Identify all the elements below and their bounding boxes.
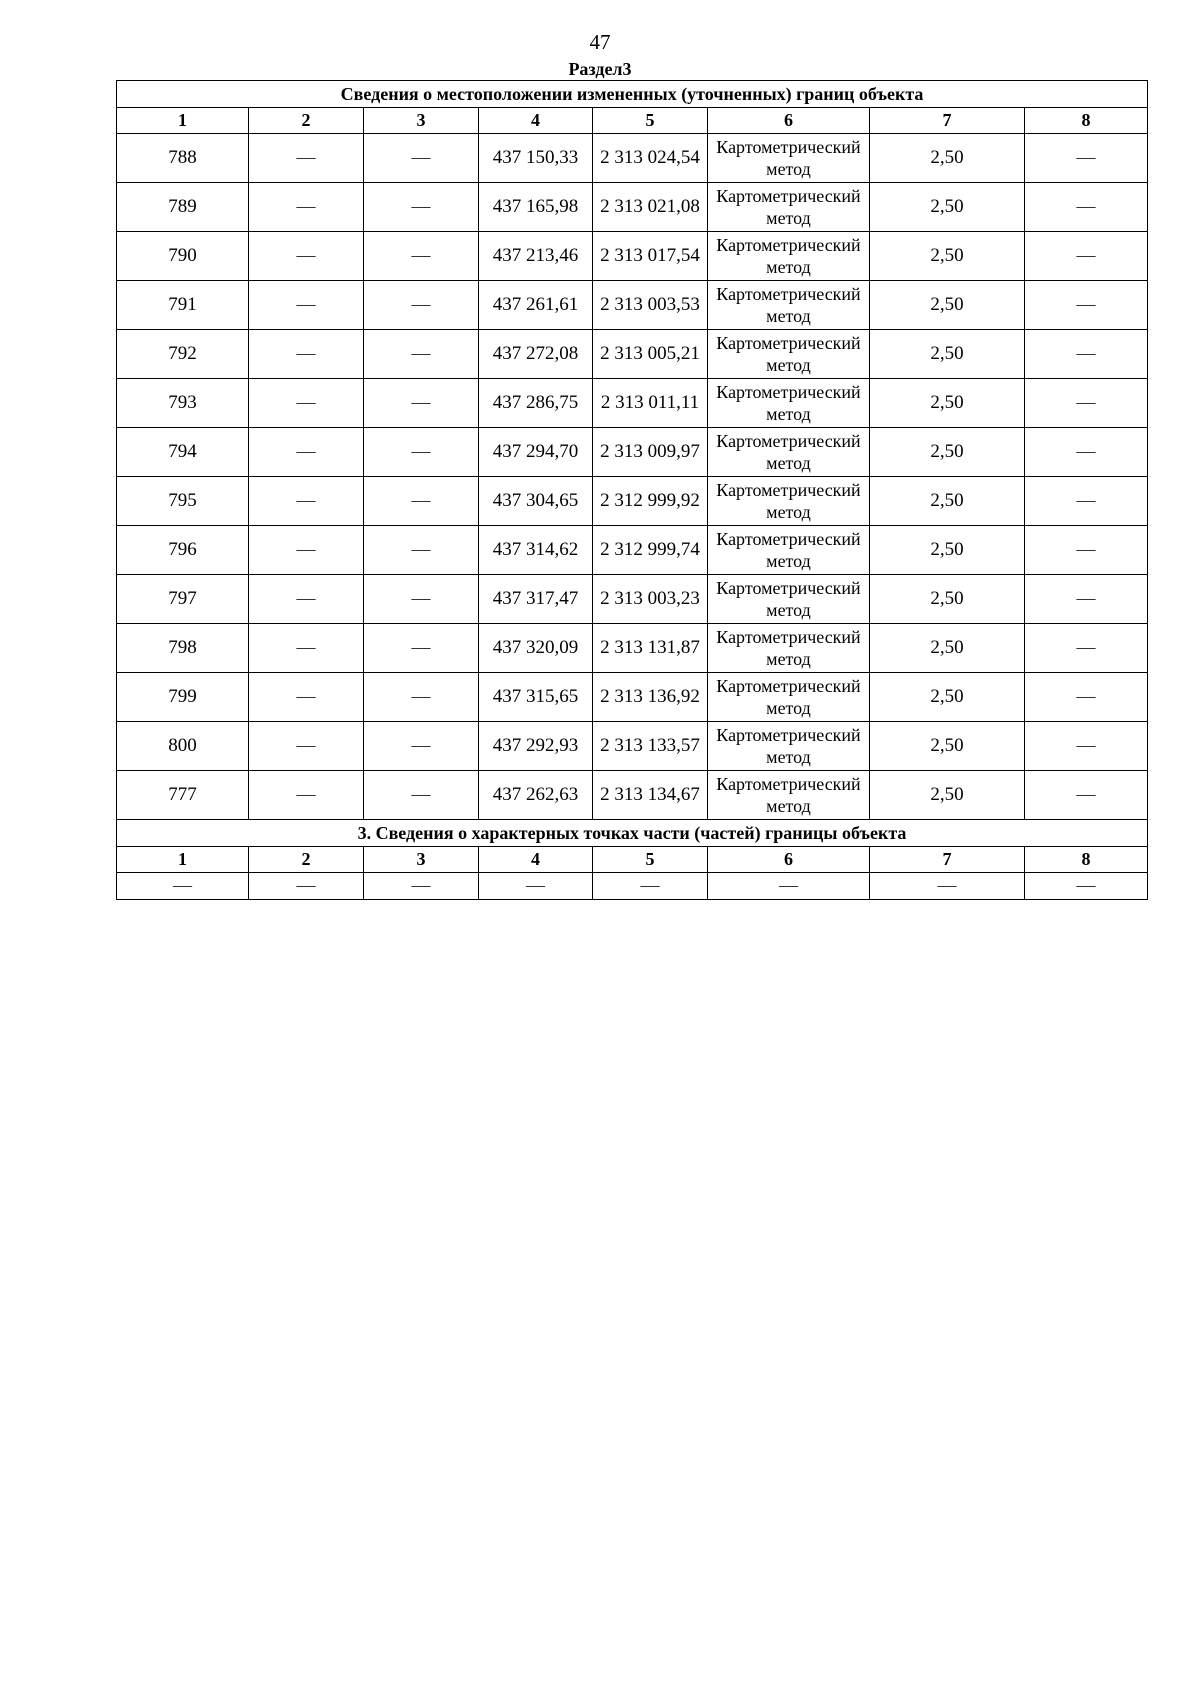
accuracy-cell: 2,50 bbox=[870, 673, 1025, 722]
point-number-cell: 788 bbox=[117, 134, 249, 183]
table-row bbox=[117, 526, 1148, 575]
column-8-cell: — bbox=[1025, 477, 1148, 526]
table2-column-numbers bbox=[117, 847, 1148, 873]
column-number-2: 2 bbox=[249, 108, 364, 134]
column-number-4: 4 bbox=[479, 847, 593, 873]
y-coordinate-cell: 2 313 131,87 bbox=[593, 624, 708, 673]
accuracy-cell: 2,50 bbox=[870, 134, 1025, 183]
x-coordinate-cell: 437 320,09 bbox=[479, 624, 593, 673]
method-cell: Картометрический метод bbox=[708, 379, 870, 428]
y-coordinate-cell: 2 313 005,21 bbox=[593, 330, 708, 379]
column-2-cell: — bbox=[249, 428, 364, 477]
accuracy-cell: 2,50 bbox=[870, 379, 1025, 428]
column-8-cell: — bbox=[1025, 330, 1148, 379]
column-8-cell: — bbox=[1025, 673, 1148, 722]
x-coordinate-cell: 437 314,62 bbox=[479, 526, 593, 575]
x-coordinate-cell: 437 150,33 bbox=[479, 134, 593, 183]
point-number-cell: 790 bbox=[117, 232, 249, 281]
accuracy-cell: 2,50 bbox=[870, 624, 1025, 673]
empty-cell: — bbox=[117, 873, 249, 900]
method-cell: Картометрический метод bbox=[708, 771, 870, 820]
column-2-cell: — bbox=[249, 134, 364, 183]
point-number-cell: 793 bbox=[117, 379, 249, 428]
empty-cell: — bbox=[708, 873, 870, 900]
point-number-cell: 794 bbox=[117, 428, 249, 477]
x-coordinate-cell: 437 292,93 bbox=[479, 722, 593, 771]
y-coordinate-cell: 2 312 999,92 bbox=[593, 477, 708, 526]
method-cell: Картометрический метод bbox=[708, 624, 870, 673]
x-coordinate-cell: 437 286,75 bbox=[479, 379, 593, 428]
y-coordinate-cell: 2 313 009,97 bbox=[593, 428, 708, 477]
x-coordinate-cell: 437 304,65 bbox=[479, 477, 593, 526]
column-number-6: 6 bbox=[708, 108, 870, 134]
x-coordinate-cell: 437 294,70 bbox=[479, 428, 593, 477]
table-row bbox=[117, 673, 1148, 722]
column-3-cell: — bbox=[364, 183, 479, 232]
accuracy-cell: 2,50 bbox=[870, 281, 1025, 330]
column-8-cell: — bbox=[1025, 428, 1148, 477]
column-number-5: 5 bbox=[593, 847, 708, 873]
point-number-cell: 796 bbox=[117, 526, 249, 575]
column-3-cell: — bbox=[364, 673, 479, 722]
column-8-cell: — bbox=[1025, 575, 1148, 624]
accuracy-cell: 2,50 bbox=[870, 183, 1025, 232]
table-row bbox=[117, 771, 1148, 820]
method-cell: Картометрический метод bbox=[708, 330, 870, 379]
table2-empty-row bbox=[117, 873, 1148, 900]
column-2-cell: — bbox=[249, 624, 364, 673]
x-coordinate-cell: 437 272,08 bbox=[479, 330, 593, 379]
method-cell: Картометрический метод bbox=[708, 134, 870, 183]
point-number-cell: 792 bbox=[117, 330, 249, 379]
column-number-2: 2 bbox=[249, 847, 364, 873]
method-cell: Картометрический метод bbox=[708, 281, 870, 330]
method-cell: Картометрический метод bbox=[708, 673, 870, 722]
accuracy-cell: 2,50 bbox=[870, 722, 1025, 771]
empty-cell: — bbox=[593, 873, 708, 900]
table-row bbox=[117, 281, 1148, 330]
table-row bbox=[117, 575, 1148, 624]
table-row bbox=[117, 232, 1148, 281]
column-number-1: 1 bbox=[117, 847, 249, 873]
column-number-8: 8 bbox=[1025, 108, 1148, 134]
y-coordinate-cell: 2 313 021,08 bbox=[593, 183, 708, 232]
column-number-1: 1 bbox=[117, 108, 249, 134]
column-3-cell: — bbox=[364, 281, 479, 330]
column-2-cell: — bbox=[249, 575, 364, 624]
y-coordinate-cell: 2 312 999,74 bbox=[593, 526, 708, 575]
point-number-cell: 799 bbox=[117, 673, 249, 722]
table2-caption: 3. Сведения о характерных точках части (частей) границы объекта bbox=[117, 820, 1148, 847]
column-8-cell: — bbox=[1025, 232, 1148, 281]
y-coordinate-cell: 2 313 136,92 bbox=[593, 673, 708, 722]
accuracy-cell: 2,50 bbox=[870, 477, 1025, 526]
column-number-3: 3 bbox=[364, 847, 479, 873]
column-8-cell: — bbox=[1025, 379, 1148, 428]
column-3-cell: — bbox=[364, 771, 479, 820]
table1-column-numbers bbox=[117, 108, 1148, 134]
table-row bbox=[117, 134, 1148, 183]
column-3-cell: — bbox=[364, 477, 479, 526]
column-number-5: 5 bbox=[593, 108, 708, 134]
column-8-cell: — bbox=[1025, 526, 1148, 575]
empty-cell: — bbox=[870, 873, 1025, 900]
column-8-cell: — bbox=[1025, 134, 1148, 183]
x-coordinate-cell: 437 317,47 bbox=[479, 575, 593, 624]
y-coordinate-cell: 2 313 024,54 bbox=[593, 134, 708, 183]
table1-caption: Сведения о местоположении измененных (уточненных) границ объекта bbox=[117, 81, 1148, 108]
x-coordinate-cell: 437 315,65 bbox=[479, 673, 593, 722]
point-number-cell: 791 bbox=[117, 281, 249, 330]
column-number-6: 6 bbox=[708, 847, 870, 873]
table-row bbox=[117, 183, 1148, 232]
method-cell: Картометрический метод bbox=[708, 477, 870, 526]
point-number-cell: 797 bbox=[117, 575, 249, 624]
y-coordinate-cell: 2 313 011,11 bbox=[593, 379, 708, 428]
column-number-4: 4 bbox=[479, 108, 593, 134]
column-3-cell: — bbox=[364, 232, 479, 281]
table-row bbox=[117, 379, 1148, 428]
page-number: 47 bbox=[589, 30, 611, 54]
method-cell: Картометрический метод bbox=[708, 722, 870, 771]
column-3-cell: — bbox=[364, 526, 479, 575]
point-number-cell: 800 bbox=[117, 722, 249, 771]
column-8-cell: — bbox=[1025, 183, 1148, 232]
column-3-cell: — bbox=[364, 624, 479, 673]
table-row bbox=[117, 330, 1148, 379]
column-number-7: 7 bbox=[870, 108, 1025, 134]
column-2-cell: — bbox=[249, 379, 364, 428]
column-2-cell: — bbox=[249, 330, 364, 379]
empty-cell: — bbox=[479, 873, 593, 900]
column-2-cell: — bbox=[249, 232, 364, 281]
empty-cell: — bbox=[1025, 873, 1148, 900]
column-2-cell: — bbox=[249, 183, 364, 232]
x-coordinate-cell: 437 213,46 bbox=[479, 232, 593, 281]
column-3-cell: — bbox=[364, 379, 479, 428]
point-number-cell: 789 bbox=[117, 183, 249, 232]
column-3-cell: — bbox=[364, 134, 479, 183]
x-coordinate-cell: 437 262,63 bbox=[479, 771, 593, 820]
x-coordinate-cell: 437 165,98 bbox=[479, 183, 593, 232]
column-8-cell: — bbox=[1025, 624, 1148, 673]
accuracy-cell: 2,50 bbox=[870, 232, 1025, 281]
column-number-7: 7 bbox=[870, 847, 1025, 873]
y-coordinate-cell: 2 313 003,53 bbox=[593, 281, 708, 330]
column-3-cell: — bbox=[364, 428, 479, 477]
column-2-cell: — bbox=[249, 477, 364, 526]
column-8-cell: — bbox=[1025, 281, 1148, 330]
y-coordinate-cell: 2 313 134,67 bbox=[593, 771, 708, 820]
empty-cell: — bbox=[249, 873, 364, 900]
table-row bbox=[117, 722, 1148, 771]
accuracy-cell: 2,50 bbox=[870, 575, 1025, 624]
column-3-cell: — bbox=[364, 722, 479, 771]
boundary-table bbox=[116, 80, 1148, 900]
column-number-8: 8 bbox=[1025, 847, 1148, 873]
x-coordinate-cell: 437 261,61 bbox=[479, 281, 593, 330]
column-3-cell: — bbox=[364, 575, 479, 624]
method-cell: Картометрический метод bbox=[708, 183, 870, 232]
y-coordinate-cell: 2 313 003,23 bbox=[593, 575, 708, 624]
point-number-cell: 798 bbox=[117, 624, 249, 673]
y-coordinate-cell: 2 313 017,54 bbox=[593, 232, 708, 281]
column-3-cell: — bbox=[364, 330, 479, 379]
point-number-cell: 777 bbox=[117, 771, 249, 820]
method-cell: Картометрический метод bbox=[708, 575, 870, 624]
column-2-cell: — bbox=[249, 771, 364, 820]
accuracy-cell: 2,50 bbox=[870, 771, 1025, 820]
column-2-cell: — bbox=[249, 673, 364, 722]
accuracy-cell: 2,50 bbox=[870, 526, 1025, 575]
table-row bbox=[117, 624, 1148, 673]
accuracy-cell: 2,50 bbox=[870, 330, 1025, 379]
column-8-cell: — bbox=[1025, 722, 1148, 771]
column-8-cell: — bbox=[1025, 771, 1148, 820]
method-cell: Картометрический метод bbox=[708, 526, 870, 575]
method-cell: Картометрический метод bbox=[708, 428, 870, 477]
section-title: Раздел3 bbox=[568, 59, 632, 79]
column-number-3: 3 bbox=[364, 108, 479, 134]
column-2-cell: — bbox=[249, 526, 364, 575]
empty-cell: — bbox=[364, 873, 479, 900]
y-coordinate-cell: 2 313 133,57 bbox=[593, 722, 708, 771]
table-row bbox=[117, 477, 1148, 526]
method-cell: Картометрический метод bbox=[708, 232, 870, 281]
column-2-cell: — bbox=[249, 722, 364, 771]
point-number-cell: 795 bbox=[117, 477, 249, 526]
table-row bbox=[117, 428, 1148, 477]
column-2-cell: — bbox=[249, 281, 364, 330]
accuracy-cell: 2,50 bbox=[870, 428, 1025, 477]
